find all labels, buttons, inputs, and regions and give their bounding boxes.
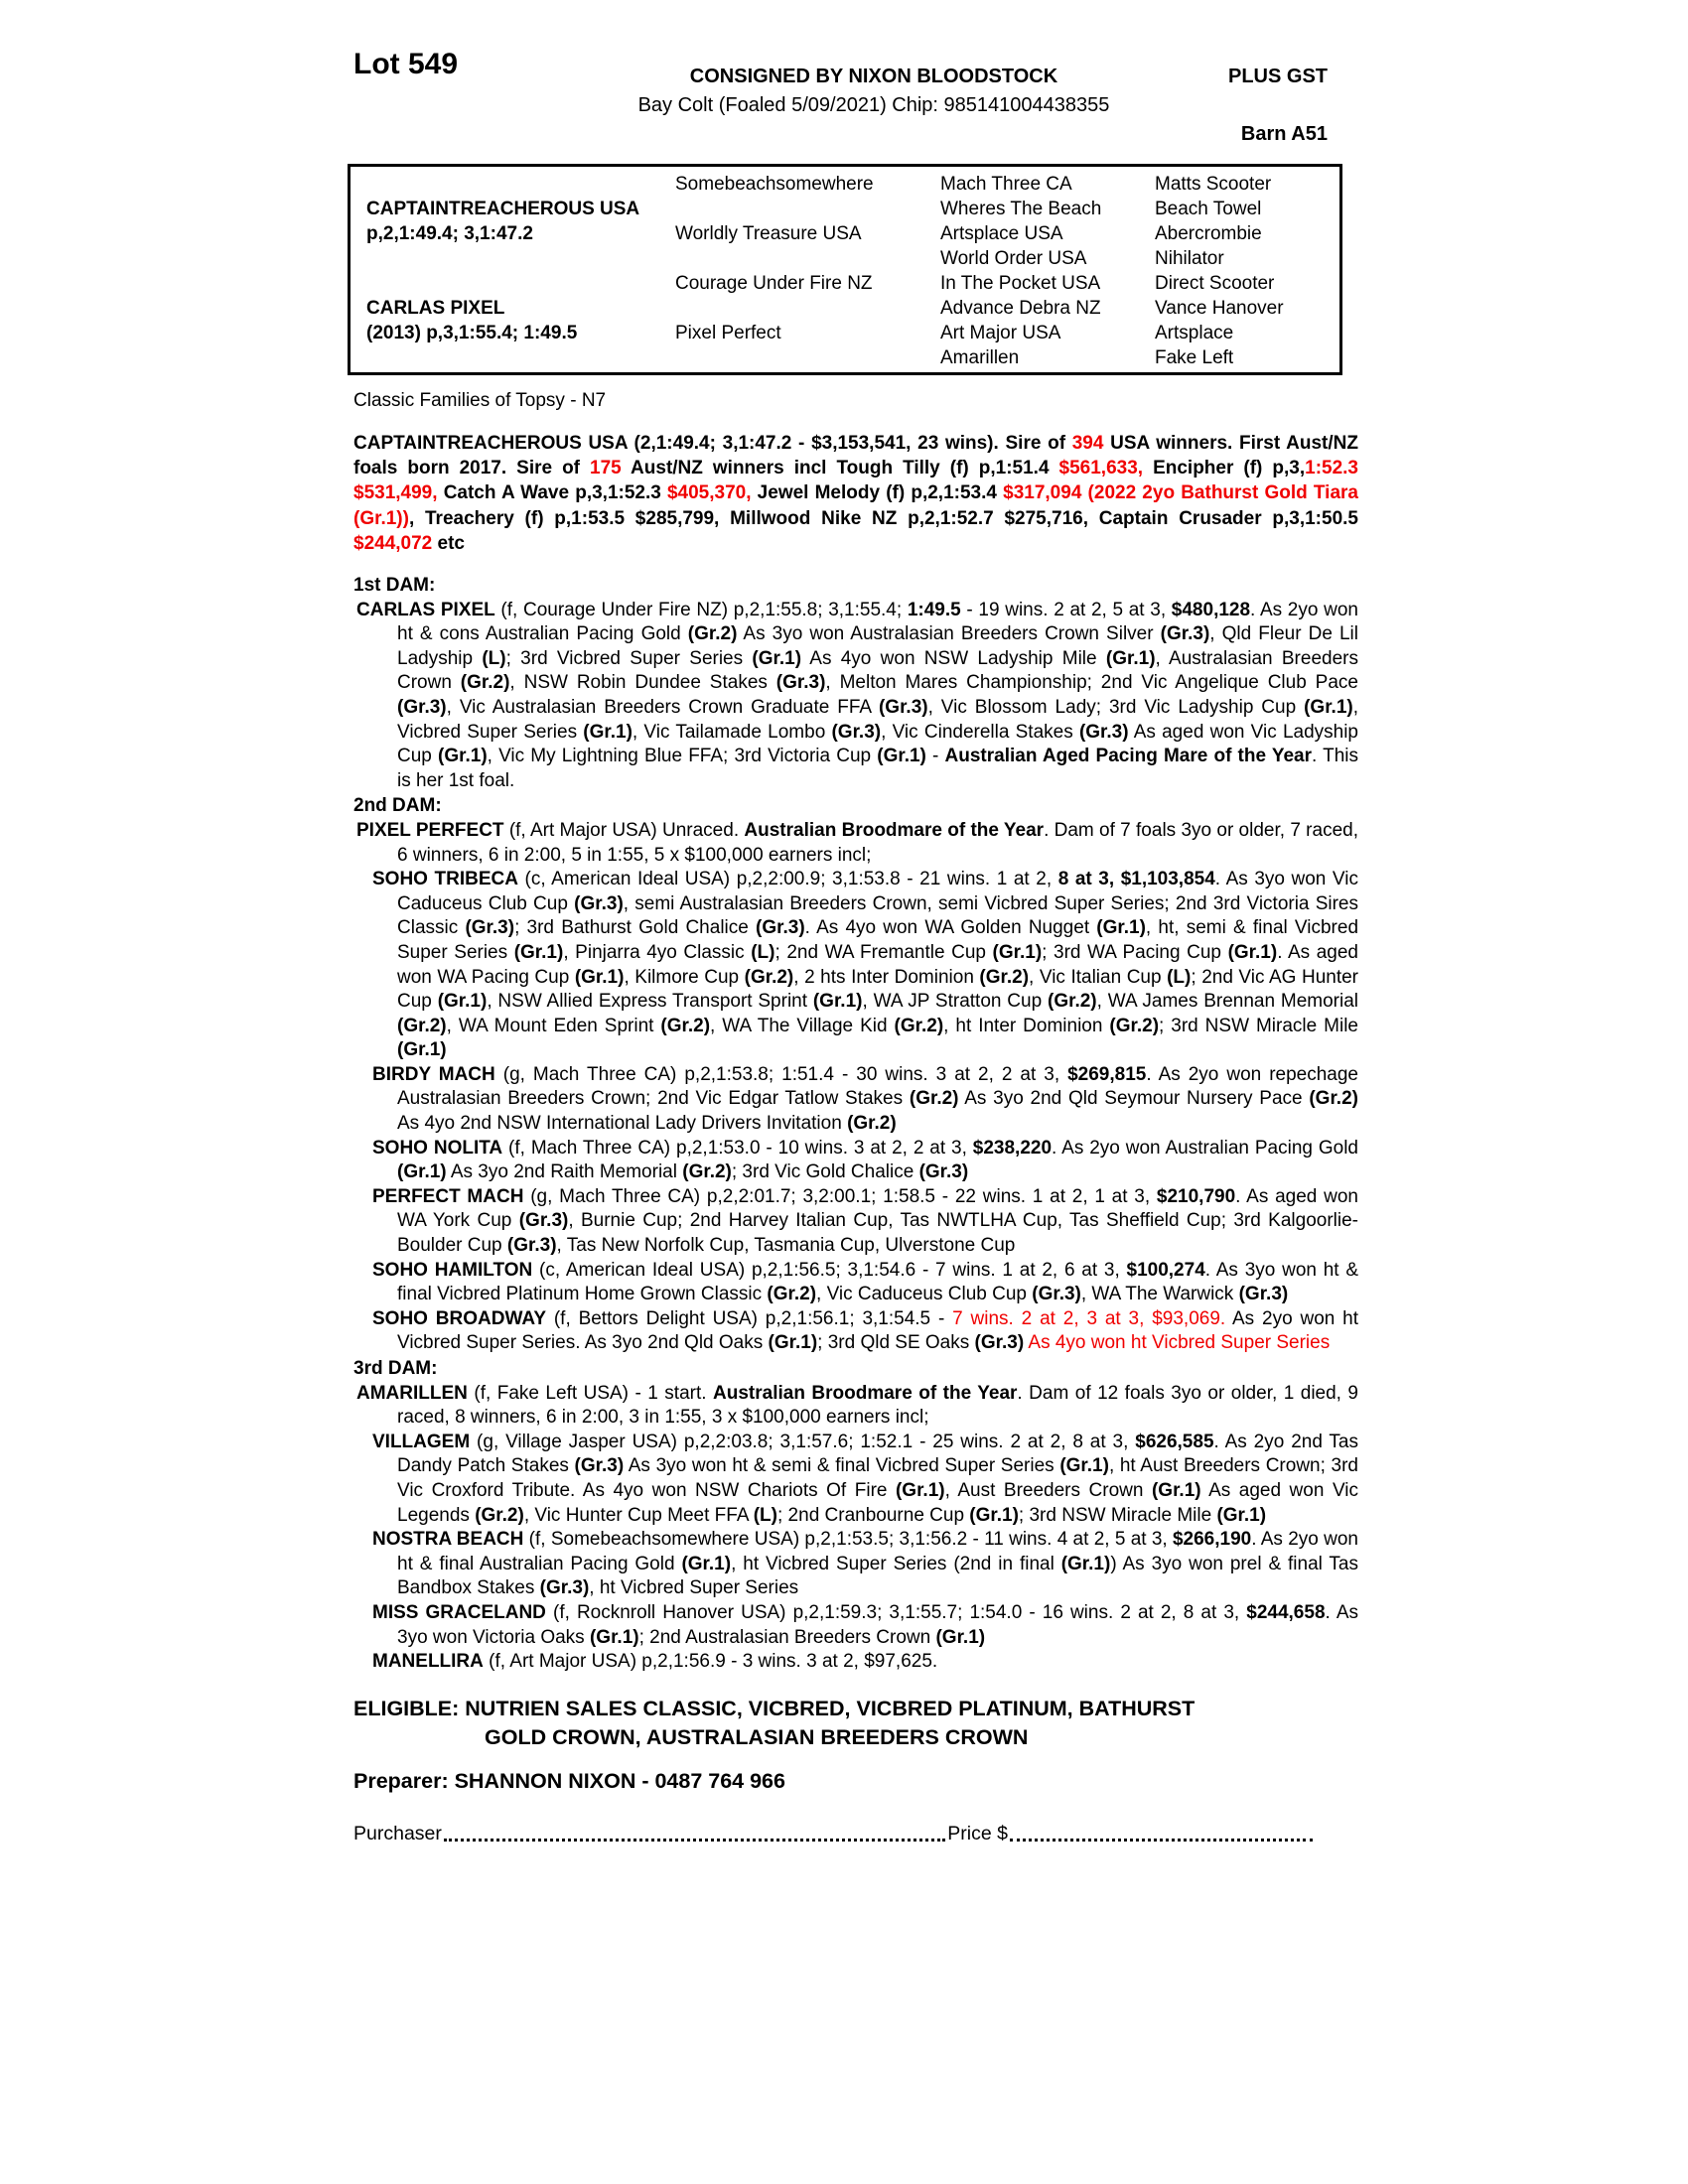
text-segment: (Gr.3) (506, 1235, 557, 1257)
text-segment: SOHO BROADWAY (372, 1307, 546, 1329)
text-segment: , ht Vicbred Super Series (589, 1577, 799, 1599)
text-segment: (f, Bettors Delight USA) p,2,1:56.1; 3,1:54.5 - (546, 1307, 953, 1329)
text-segment: CAPTAINTREACHEROUS USA (2,1:49.4; 3,1:47.2 - $3,153,541, 23 wins). Sire of (353, 433, 1072, 454)
text-segment: (f, Courage Under Fire NZ) p,2,1:55.8; 3,1:55.4; (494, 599, 908, 620)
text-segment: , Vic Australasian Breeders Crown Graduate FFA (446, 696, 879, 718)
text-segment: etc (432, 532, 465, 554)
pedigree-cell: In The Pocket USA (940, 273, 1101, 294)
purchaser-fill-line (444, 1838, 945, 1842)
text-segment: (Gr.1) (1060, 1553, 1111, 1574)
consignor-title: CONSIGNED BY NIXON BLOODSTOCK (689, 66, 1058, 87)
pedigree-entry (353, 1650, 1358, 1675)
text-segment: (L) (482, 647, 506, 669)
text-segment: ; 3rd WA Pacing Cup (1042, 941, 1228, 963)
text-segment: (Gr.1) (1304, 696, 1353, 718)
pedigree-cell: Abercrombie (1155, 223, 1262, 244)
text-segment: , Vic Italian Cup (1029, 966, 1168, 988)
text-segment: (Gr.3) (831, 721, 882, 743)
text-segment: SOHO TRIBECA (372, 869, 518, 890)
text-segment: (c, American Ideal USA) p,2,2:00.9; 3,1:53.8 - 21 wins. 1 at 2, (517, 869, 1058, 890)
text-segment: $244,072 (353, 532, 433, 554)
text-segment: (Gr.3) (539, 1577, 590, 1599)
text-segment: (Gr.2) (475, 1504, 524, 1526)
text-segment: (Gr.1) (812, 991, 863, 1013)
text-segment: 394 (1071, 433, 1104, 454)
preparer-line: Preparer: SHANNON NIXON - 0487 764 966 (353, 1768, 785, 1793)
text-segment: - 19 wins. 2 at 2, 5 at 3, (960, 599, 1172, 620)
price-label: Price $ (947, 1822, 1008, 1844)
text-segment: As 2yo won ht Vicbred Super Series. As 3yo 2nd Qld Oaks (397, 1307, 1359, 1354)
text-segment: (Gr.3) (775, 672, 826, 694)
text-segment: Aust/NZ winners incl Tough Tilly (f) p,1:51.4 (621, 458, 1059, 479)
text-segment: PERFECT MACH (372, 1185, 524, 1207)
text-segment: 1:49.5 (907, 599, 961, 620)
text-segment: $238,220 (972, 1137, 1053, 1159)
text-segment: , Melton Mares Championship; 2nd Vic Angelique Club Pace (825, 672, 1358, 694)
text-segment: (Gr.3) (974, 1332, 1025, 1354)
text-segment: (Gr.1) (1227, 941, 1278, 963)
text-segment: (Gr.3) (1032, 1284, 1081, 1305)
text-segment: (Gr.3) (756, 917, 805, 939)
family-note: Classic Families of Topsy - N7 (353, 390, 607, 411)
pedigree-cell: Amarillen (940, 347, 1020, 368)
text-segment: (Gr.1) (681, 1553, 732, 1574)
text-segment: (L) (1167, 966, 1192, 988)
text-segment: ) As 3yo won prel & final Tas Bandbox Stakes (397, 1553, 1358, 1599)
text-segment: MISS GRACELAND (372, 1601, 546, 1623)
pedigree-cell (675, 197, 940, 221)
pedigree-cell (366, 345, 675, 370)
text-segment: ; 3rd NSW Miracle Mile (1159, 1015, 1358, 1036)
text-segment: (Gr.3) (918, 1161, 969, 1183)
horse-description: Bay Colt (Foaled 5/09/2021) Chip: 985141004438355 (637, 94, 1110, 116)
pedigree-entry (353, 1601, 1358, 1650)
text-segment: (Gr.3) (518, 1210, 569, 1232)
text-segment: . As 2yo won ht & cons Australian Pacing Gold (397, 599, 1358, 645)
text-segment: Catch A Wave p,3,1:52.3 (437, 482, 667, 504)
text-segment: . As aged won WA York Cup (397, 1185, 1358, 1232)
text-segment: (f, Art Major USA) Unraced. (503, 819, 745, 841)
text-segment: As 4yo won NSW Ladyship Mile (801, 647, 1106, 669)
pedigree-cell: Advance Debra NZ (940, 298, 1101, 319)
text-segment: $317,094 (2022 2yo Bathurst Gold Tiara (Gr.1)) (353, 482, 1358, 529)
text-segment: (f, Somebeachsomewhere USA) p,2,1:53.5; 3,1:56.2 - 11 wins. 4 at 2, 5 at 3, (523, 1529, 1173, 1551)
text-segment: $244,658 (1246, 1601, 1326, 1623)
text-segment: AMARILLEN (356, 1382, 468, 1404)
pedigree-cell: Wheres The Beach (940, 199, 1102, 219)
pedigree-entry (353, 1307, 1358, 1356)
pedigree-cell (366, 246, 675, 271)
text-segment: (g, Mach Three CA) p,2,2:01.7; 3,2:00.1; 1:58.5 - 22 wins. 1 at 2, 1 at 3, (523, 1185, 1157, 1207)
purchaser-label: Purchaser (353, 1822, 442, 1844)
text-segment: . As 3yo won Victoria Oaks (397, 1601, 1358, 1648)
text-segment: , Vic Caduceus Club Cup (816, 1284, 1033, 1305)
text-segment: Jewel Melody (f) p,2,1:53.4 (751, 482, 1004, 504)
text-segment: (g, Village Jasper USA) p,2,2:03.8; 3,1:57.6; 1:52.1 - 25 wins. 2 at 2, 8 at 3, (470, 1431, 1136, 1452)
text-segment: As 3yo 2nd Raith Memorial (446, 1161, 683, 1183)
text-segment: ; 3rd Qld SE Oaks (817, 1332, 975, 1354)
pedigree-cell: Direct Scooter (1155, 273, 1275, 294)
text-segment: USA winners. First Aust/NZ foals born 2017. Sire of (353, 433, 1358, 479)
text-segment: , WA The Warwick (1080, 1284, 1239, 1305)
text-segment: (f, Art Major USA) p,2,1:56.9 - 3 wins. 3 at 2, $97,625. (483, 1651, 938, 1673)
pedigree-cell: Somebeachsomewhere (675, 174, 874, 195)
text-segment: , Vic Hunter Cup Meet FFA (523, 1504, 754, 1526)
pedigree-cell: Matts Scooter (1155, 174, 1272, 195)
text-segment: (Gr.1) (1096, 917, 1146, 939)
pedigree-entry (353, 1185, 1358, 1259)
pedigree-table (348, 164, 1342, 375)
pedigree-cell: Artsplace (1155, 323, 1234, 343)
text-segment: (L) (751, 941, 775, 963)
text-segment: BIRDY MACH (372, 1063, 495, 1085)
text-segment: ; 2nd Australasian Breeders Crown (638, 1626, 936, 1648)
text-segment: 1:52.3 $531,499, (353, 458, 1358, 504)
pedigree-cell: World Order USA (940, 248, 1087, 269)
text-segment: (Gr.1) (589, 1626, 639, 1648)
text-segment: , WA The Village Kid (710, 1015, 895, 1036)
text-segment: SOHO NOLITA (372, 1137, 503, 1159)
barn-number: Barn A51 (1240, 123, 1328, 145)
text-segment: (Gr.3) (574, 1455, 625, 1477)
eligibility-line-1: ELIGIBLE: NUTRIEN SALES CLASSIC, VICBRED, VICBRED PLATINUM, BATHURST (353, 1696, 1196, 1720)
text-segment: (Gr.3) (574, 892, 624, 914)
text-segment: As 3yo 2nd Qld Seymour Nursery Pace (958, 1088, 1310, 1110)
text-segment: (Gr.1) (583, 721, 633, 743)
text-segment: , WA James Brennan Memorial (1096, 991, 1358, 1013)
text-segment: , Treachery (f) p,1:53.5 $285,799, Millwood Nike NZ p,2,1:52.7 $275,716, Captain Crusader p,3,1:50.5 (408, 507, 1358, 529)
text-segment: , Vic My Lightning Blue FFA; 3rd Victoria Cup (487, 746, 878, 767)
text-segment: , NSW Allied Express Transport Sprint (487, 991, 813, 1013)
text-segment: , Vic Tailamade Lombo (632, 721, 832, 743)
text-segment: (Gr.1) (1059, 1455, 1109, 1477)
text-segment: . As 2yo won ht & final Australian Pacing Gold (397, 1529, 1358, 1574)
text-segment: (Gr.2) (767, 1284, 817, 1305)
text-segment: As 4yo 2nd NSW International Lady Drivers Invitation (397, 1113, 848, 1135)
text-segment: , Vicbred Super Series (397, 696, 1359, 743)
text-segment: (Gr.1) (574, 966, 625, 988)
text-segment: ; 3rd Vic Gold Chalice (731, 1161, 919, 1183)
text-segment: SOHO HAMILTON (372, 1259, 533, 1281)
text-segment: (Gr.2) (1309, 1088, 1358, 1110)
text-segment: (Gr.2) (744, 966, 794, 988)
pedigree-cell: Art Major USA (940, 323, 1061, 343)
text-segment: 8 at 3, $1,103,854 (1057, 869, 1215, 890)
pedigree-entry (353, 1431, 1358, 1528)
dam-heading: 2nd DAM: (353, 795, 442, 817)
text-segment: , Vic Blossom Lady; 3rd Vic Ladyship Cup (927, 696, 1305, 718)
text-segment: As aged won Vic Ladyship Cup (397, 721, 1358, 767)
text-segment: (Gr.1) (1216, 1504, 1267, 1526)
text-segment: , Tas New Norfolk Cup, Tasmania Cup, Ulverstone Cup (556, 1235, 1016, 1257)
text-segment: ; 2nd WA Fremantle Cup (774, 941, 993, 963)
text-segment: , semi Australasian Breeders Crown, semi Vicbred Super Series; 2nd 3rd Victoria Sires Classic (397, 892, 1359, 939)
text-segment: (L) (753, 1504, 777, 1526)
text-segment: VILLAGEM (372, 1431, 471, 1452)
text-segment: (Gr.1) (1105, 647, 1156, 669)
text-segment: As 3yo won Australasian Breeders Crown Silver (737, 623, 1161, 645)
dam-heading: 3rd DAM: (353, 1358, 438, 1380)
text-segment: (Gr.3) (1238, 1284, 1289, 1305)
text-segment: (c, American Ideal USA) p,2,1:56.5; 3,1:54.6 - 7 wins. 1 at 2, 6 at 3, (532, 1259, 1127, 1281)
text-segment: Australian Broodmare of the Year (713, 1382, 1018, 1404)
catalog-body (353, 389, 1358, 1845)
pedigree-cell (366, 271, 675, 296)
text-segment: (Gr.2) (687, 623, 738, 645)
pedigree-entry (353, 1063, 1358, 1137)
text-segment: (Gr.2) (847, 1113, 897, 1135)
pedigree-entry (353, 868, 1358, 1063)
text-segment: (Gr.1) (437, 991, 488, 1013)
text-segment: (Gr.1) (969, 1504, 1019, 1526)
pedigree-entry (353, 1528, 1358, 1601)
text-segment: (g, Mach Three CA) p,2,1:53.8; 1:51.4 - 30 wins. 3 at 2, 2 at 3, (494, 1063, 1068, 1085)
text-segment: (Gr.1) (877, 746, 926, 767)
text-segment: (f, Fake Left USA) - 1 start. (467, 1382, 714, 1404)
text-segment: (Gr.1) (895, 1479, 945, 1501)
text-segment: . Dam of 12 foals 3yo or older, 1 died, 9 raced, 8 winners, 6 in 2:00, 3 in 1:55, 3 x $100,000 earners incl; (397, 1382, 1358, 1429)
text-segment: ; 3rd NSW Miracle Mile (1018, 1504, 1217, 1526)
text-segment: CARLAS PIXEL (356, 599, 495, 620)
text-segment: , Australasian Breeders Crown (397, 647, 1358, 694)
text-segment: $626,585 (1135, 1431, 1214, 1452)
text-segment: . As aged won WA Pacing Cup (397, 941, 1358, 988)
text-segment: Encipher (f) p,3, (1143, 458, 1306, 479)
text-segment: (Gr.2) (1109, 1015, 1160, 1036)
text-segment: (Gr.3) (397, 696, 447, 718)
pedigree-cell (366, 172, 675, 197)
text-segment: . As 2yo won repechage Australasian Breeders Crown; 2nd Vic Edgar Tatlow Stakes (397, 1063, 1358, 1110)
dam-heading: 1st DAM: (353, 575, 436, 597)
pedigree-cell (675, 246, 940, 271)
text-segment: NOSTRA BEACH (372, 1529, 524, 1551)
pedigree-cell: Worldly Treasure USA (675, 223, 862, 244)
text-segment: 175 (590, 458, 622, 479)
text-segment: (Gr.3) (465, 917, 515, 939)
text-segment: (Gr.1) (397, 1161, 447, 1183)
text-segment: . As 3yo won Vic Caduceus Club Cup (397, 869, 1358, 914)
pedigree-entry (353, 1137, 1358, 1185)
text-segment: , Burnie Cup; 2nd Harvey Italian Cup, Tas NWTLHA Cup, Tas Sheffield Cup; 3rd Kalgoorlie-Boulder Cup (397, 1210, 1358, 1257)
text-segment: (Gr.2) (397, 1015, 447, 1036)
pedigree-cell: CAPTAINTREACHEROUS USA (366, 199, 640, 219)
text-segment: (Gr.1) (752, 647, 802, 669)
text-segment: (Gr.2) (1048, 991, 1097, 1013)
text-segment: As 4yo won ht Vicbred Super Series (1028, 1332, 1331, 1354)
pedigree-cell: Nihilator (1155, 248, 1224, 269)
lot-number: Lot 549 (353, 48, 459, 80)
pedigree-entry (353, 599, 1358, 794)
pedigree-cell: p,2,1:49.4; 3,1:47.2 (366, 223, 533, 244)
text-segment: (Gr.1) (768, 1332, 818, 1354)
text-segment: . As 2yo won Australian Pacing Gold (1052, 1137, 1358, 1159)
text-segment: (f, Mach Three CA) p,2,1:53.0 - 10 wins. 3 at 2, 2 at 3, (502, 1137, 973, 1159)
text-segment: . This is her 1st foal. (397, 746, 1359, 791)
text-segment: (Gr.2) (460, 672, 510, 694)
text-segment: , 2 hts Inter Dominion (793, 966, 980, 988)
text-segment: , ht Inter Dominion (943, 1015, 1110, 1036)
text-segment: (Gr.3) (1078, 721, 1129, 743)
pedigree-cell: Vance Hanover (1155, 298, 1284, 319)
text-segment: (f, Rocknroll Hanover USA) p,2,1:59.3; 3,1:55.7; 1:54.0 - 16 wins. 2 at 2, 8 at 3, (545, 1601, 1247, 1623)
text-segment: (Gr.2) (894, 1015, 944, 1036)
text-segment: , Qld Fleur De Lil Ladyship (397, 623, 1358, 669)
text-segment: (Gr.2) (909, 1088, 959, 1110)
eligibility-line-2: GOLD CROWN, AUSTRALASIAN BREEDERS CROWN (485, 1724, 1029, 1749)
pedigree-cell: (2013) p,3,1:55.4; 1:49.5 (366, 323, 578, 343)
text-segment: , WA JP Stratton Cup (862, 991, 1048, 1013)
text-segment: , WA Mount Eden Sprint (446, 1015, 661, 1036)
eligibility-statement (353, 1695, 1358, 1752)
text-segment: Australian Aged Pacing Mare of the Year (944, 746, 1313, 767)
text-segment: $405,370, (666, 482, 752, 504)
text-segment: (Gr.2) (660, 1015, 711, 1036)
text-segment: As aged won Vic Legends (397, 1479, 1358, 1526)
text-segment: (Gr.3) (1160, 623, 1210, 645)
text-segment: , Aust Breeders Crown (944, 1479, 1152, 1501)
text-segment: (Gr.1) (992, 941, 1043, 963)
text-segment: ; 2nd Vic AG Hunter Cup (397, 966, 1358, 1013)
dam-sections (353, 574, 1358, 1675)
text-segment: - (925, 746, 945, 767)
text-segment: ; 3rd Bathurst Gold Chalice (514, 917, 757, 939)
pedigree-cell: Pixel Perfect (675, 323, 781, 343)
text-segment: . As 3yo won ht & final Vicbred Platinum Home Grown Classic (397, 1259, 1358, 1305)
pedigree-cell: Artsplace USA (940, 223, 1063, 244)
text-segment: $269,815 (1067, 1063, 1147, 1085)
pedigree-cell: Mach Three CA (940, 174, 1072, 195)
text-segment: , Vic Cinderella Stakes (881, 721, 1079, 743)
text-segment: ; 2nd Cranbourne Cup (777, 1504, 970, 1526)
text-segment: (Gr.1) (397, 1039, 447, 1061)
sire-summary-paragraph (353, 431, 1358, 556)
gst-note: PLUS GST (1227, 66, 1328, 87)
text-segment: $480,128 (1171, 599, 1251, 620)
text-segment: (Gr.1) (935, 1626, 986, 1648)
text-segment: , ht, semi & final Vicbred Super Series (397, 917, 1359, 963)
text-segment: , ht Vicbred Super Series (2nd in final (731, 1553, 1061, 1574)
pedigree-cell: CARLAS PIXEL (366, 298, 505, 319)
price-fill-line (1010, 1838, 1313, 1842)
text-segment: PIXEL PERFECT (356, 819, 504, 841)
text-segment: , Kilmore Cup (624, 966, 745, 988)
text-segment: 7 wins. 2 at 2, 3 at 3, $93,069. (952, 1307, 1226, 1329)
text-segment: Australian Broodmare of the Year (744, 819, 1045, 841)
text-segment: (Gr.1) (1151, 1479, 1201, 1501)
pedigree-cell: Courage Under Fire NZ (675, 273, 873, 294)
pedigree-cell: Beach Towel (1155, 199, 1262, 219)
text-segment: (Gr.3) (878, 696, 928, 718)
text-segment: (Gr.2) (682, 1161, 732, 1183)
text-segment: (Gr.1) (438, 746, 488, 767)
pedigree-entry (353, 819, 1358, 868)
text-segment: (Gr.1) (513, 941, 564, 963)
text-segment: $100,274 (1126, 1259, 1205, 1281)
text-segment: $561,633, (1058, 458, 1144, 479)
text-segment: $210,790 (1156, 1185, 1236, 1207)
pedigree-entry (353, 1382, 1358, 1431)
text-segment: . As 2yo 2nd Tas Dandy Patch Stakes (397, 1431, 1358, 1477)
text-segment: , ht Aust Breeders Crown; 3rd Vic Croxford Tribute. As 4yo won NSW Chariots Of Fire (397, 1455, 1358, 1501)
text-segment: , NSW Robin Dundee Stakes (509, 672, 776, 694)
text-segment: MANELLIRA (372, 1651, 484, 1673)
purchaser-price-line (353, 1822, 1315, 1845)
text-segment: (Gr.2) (979, 966, 1030, 988)
text-segment: , Pinjarra 4yo Classic (563, 941, 752, 963)
text-segment: ; 3rd Vicbred Super Series (505, 647, 753, 669)
pedigree-cell: Fake Left (1155, 347, 1234, 368)
text-segment: . As 4yo won WA Golden Nugget (804, 917, 1097, 939)
text-segment: $266,190 (1172, 1529, 1252, 1551)
text-segment: As 3yo won ht & semi & final Vicbred Super Series (624, 1455, 1060, 1477)
pedigree-cell (675, 345, 940, 370)
pedigree-entry (353, 1259, 1358, 1307)
pedigree-cell (675, 296, 940, 321)
text-segment: . Dam of 7 foals 3yo or older, 7 raced, 6 winners, 6 in 2:00, 5 in 1:55, 5 x $100,000 earners incl; (397, 819, 1358, 866)
